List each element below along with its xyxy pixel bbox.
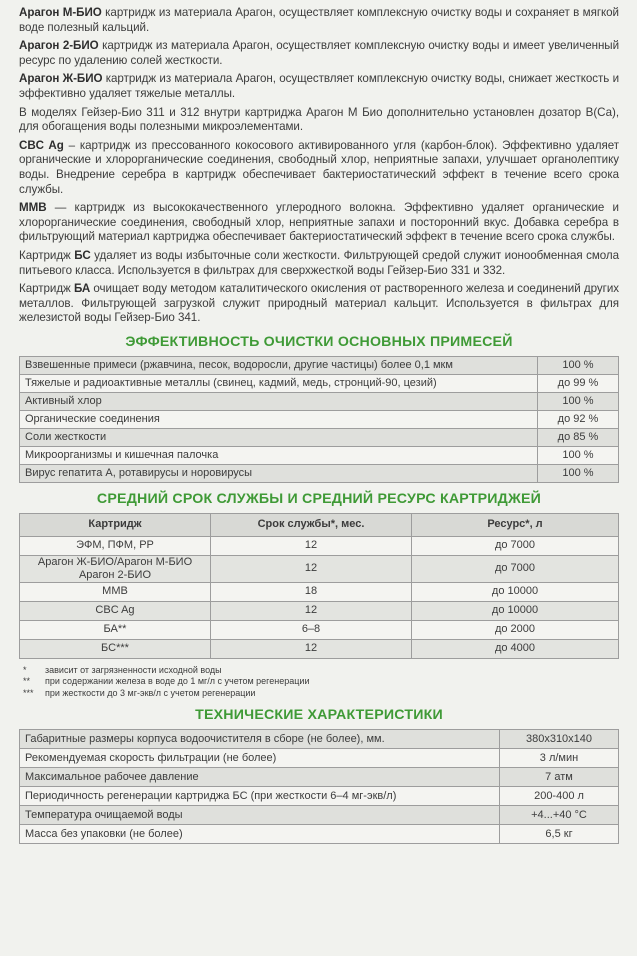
paragraph-models-note: В моделях Гейзер-Био 311 и 312 внутри картриджа Арагон М Био дополнительно установлен дозатор В(Са), для обогащения воды полезными микроэлементами. [19,105,619,134]
table-row [20,806,619,825]
cartridge-name: ЭФМ, ПФМ, РР [20,536,211,555]
spec-value: 380x310x140 [500,730,619,749]
spec-name: Температура очищаемой воды [20,806,500,825]
spec-value: 7 атм [500,768,619,787]
footnotes [23,665,619,700]
cartridge-name: ММВ [20,582,211,601]
impurity-efficiency: до 92 % [538,410,619,428]
table-row [20,825,619,844]
table-row [20,356,619,374]
table-row [20,749,619,768]
cartridge-resource: до 4000 [412,639,619,658]
paragraph-cbc-ag: CBC Ag – картридж из прессованного кокосового активированного угля (карбон-блок). Эффективно удаляет органические и хлорорганические соединения, свободный хлор, неприятные запахи, улучшает органолептику воды. Внедрение серебра в картридж обеспечивает бактериостатический эффект в течение всего срока службы. [19,138,619,196]
impurity-name: Взвешенные примеси (ржавчина, песок, водоросли, другие частицы) более 0,1 мкм [20,356,538,374]
cartridge-term: 12 [211,555,412,582]
cartridge-resource: до 10000 [412,582,619,601]
impurity-efficiency: 100 % [538,464,619,482]
cartridge-name: CBC Ag [20,601,211,620]
cartridge-resource: до 7000 [412,536,619,555]
impurity-name: Соли жесткости [20,428,538,446]
cartridge-name: БА** [20,620,211,639]
table-row [20,730,619,749]
technical-title: ТЕХНИЧЕСКИЕ ХАРАКТЕРИСТИКИ [195,707,443,724]
table-row [20,582,619,601]
impurity-name: Микроорганизмы и кишечная палочка [20,446,538,464]
lifetime-header-row [20,513,619,536]
table-row [20,374,619,392]
footnote-mark: ** [23,676,31,687]
paragraph-aragon-zh-bio: Арагон Ж-БИО картридж из материала Арагон, осуществляет комплексную очистку воды, снижает жесткость и эффективно удаляет тяжелые металлы. [19,72,620,100]
impurity-efficiency: 100 % [538,392,619,410]
spec-value: 6,5 кг [500,825,619,844]
footnote-mark: * [23,664,27,675]
cartridge-resource: до 7000 [412,555,619,582]
spec-name: Масса без упаковки (не более) [20,825,500,844]
impurity-name: Вирус гепатита А, ротавирусы и норовирусы [20,464,538,482]
footnote [23,688,619,700]
cartridge-term: 12 [211,601,412,620]
table-row [20,536,619,555]
footnote [23,665,619,677]
lifetime-title: СРЕДНИЙ СРОК СЛУЖБЫ И СРЕДНИЙ РЕСУРС КАРТРИДЖЕЙ [96,490,542,507]
cartridge-resource: до 2000 [412,620,619,639]
impurity-efficiency: 100 % [538,446,619,464]
impurity-efficiency: до 85 % [538,428,619,446]
impurity-name: Активный хлор [20,392,538,410]
table-row [20,787,619,806]
table-row [20,464,619,482]
table-row [20,428,619,446]
table-row [20,446,619,464]
impurity-efficiency: 100 % [538,356,619,374]
table-row [20,410,619,428]
spec-name: Периодичность регенерации картриджа БС (при жесткости 6–4 мг-экв/л) [20,787,500,806]
header-term: Срок службы*, мес. [211,513,412,536]
cartridge-term: 12 [211,639,412,658]
efficiency-table [19,356,619,483]
table-row [20,555,619,582]
header-resource: Ресурс*, л [412,513,619,536]
table-row [20,639,619,658]
footnote-mark: *** [23,687,34,698]
paragraph-aragon-m-bio: Арагон М-БИО картридж из материала Арагон, осуществляет комплексную очистку воды и сохраняет в мягкой воде полезный кальций. [19,6,619,34]
impurity-efficiency: до 99 % [538,374,619,392]
table-row [20,620,619,639]
lifetime-table [19,513,619,659]
spec-value: 3 л/мин [500,749,619,768]
table-row [20,768,619,787]
impurity-name: Тяжелые и радиоактивные металлы (свинец, кадмий, медь, стронций-90, цезий) [20,374,538,392]
spec-value: 200-400 л [500,787,619,806]
footnote [23,676,619,688]
impurity-name: Органические соединения [20,410,538,428]
header-cartridge: Картридж [20,513,211,536]
paragraph-mmv: ММВ — картридж из высококачественного углеродного волокна. Эффективно удаляет органические и хлорорганические соединения, свободный хлор, неприятные запахи и посторонний вкус. Добавка серебра в фильтрующий материал картриджа обеспечивает бактериостатический эффект в течение всего срока службы. [19,201,619,244]
cartridge-name: Арагон Ж-БИО/Арагон М-БИО Арагон 2-БИО [20,555,211,582]
spec-name: Габаритные размеры корпуса водоочистителя в сборе (не более), мм. [20,730,500,749]
cartridge-name: БС*** [20,639,211,658]
efficiency-title: ЭФФЕКТИВНОСТЬ ОЧИСТКИ ОСНОВНЫХ ПРИМЕСЕЙ [125,333,513,350]
footnote-text: при жесткости до 3 мг-экв/л с учетом регенерации [45,687,256,698]
cartridge-term: 18 [211,582,412,601]
paragraph-bs: Картридж БС удаляет из воды избыточные соли жесткости. Фильтрующей средой служит ионообменная смола питьевого класса. Используется в фильтрах для сверхжесткой воды Гейзер-Био 331 и 332. [19,248,619,277]
paragraph-ba: Картридж БА очищает воду методом каталитического окисления от растворенного железа и соединений других металлов. Фильтрующей загрузкой служит природный материал кальцит. Используется в фильтрах для железистой воды Гейзер-Био 341. [19,282,619,325]
cartridge-term: 6–8 [211,620,412,639]
cartridge-resource: до 10000 [412,601,619,620]
table-row [20,392,619,410]
spec-name: Рекомендуемая скорость фильтрации (не более) [20,749,500,768]
technical-table [19,729,619,844]
spec-value: +4...+40 °С [500,806,619,825]
paragraph-aragon-2-bio: Арагон 2-БИО картридж из материала Арагон, осуществляет комплексную очистку воды и имеет увеличенный ресурс по удалению солей жесткости. [19,39,620,67]
cartridge-term: 12 [211,536,412,555]
table-row [20,601,619,620]
footnote-text: зависит от загрязненности исходной воды [45,664,222,675]
spec-name: Максимальное рабочее давление [20,768,500,787]
footnote-text: при содержании железа в воде до 1 мг/л с учетом регенерации [45,676,310,687]
